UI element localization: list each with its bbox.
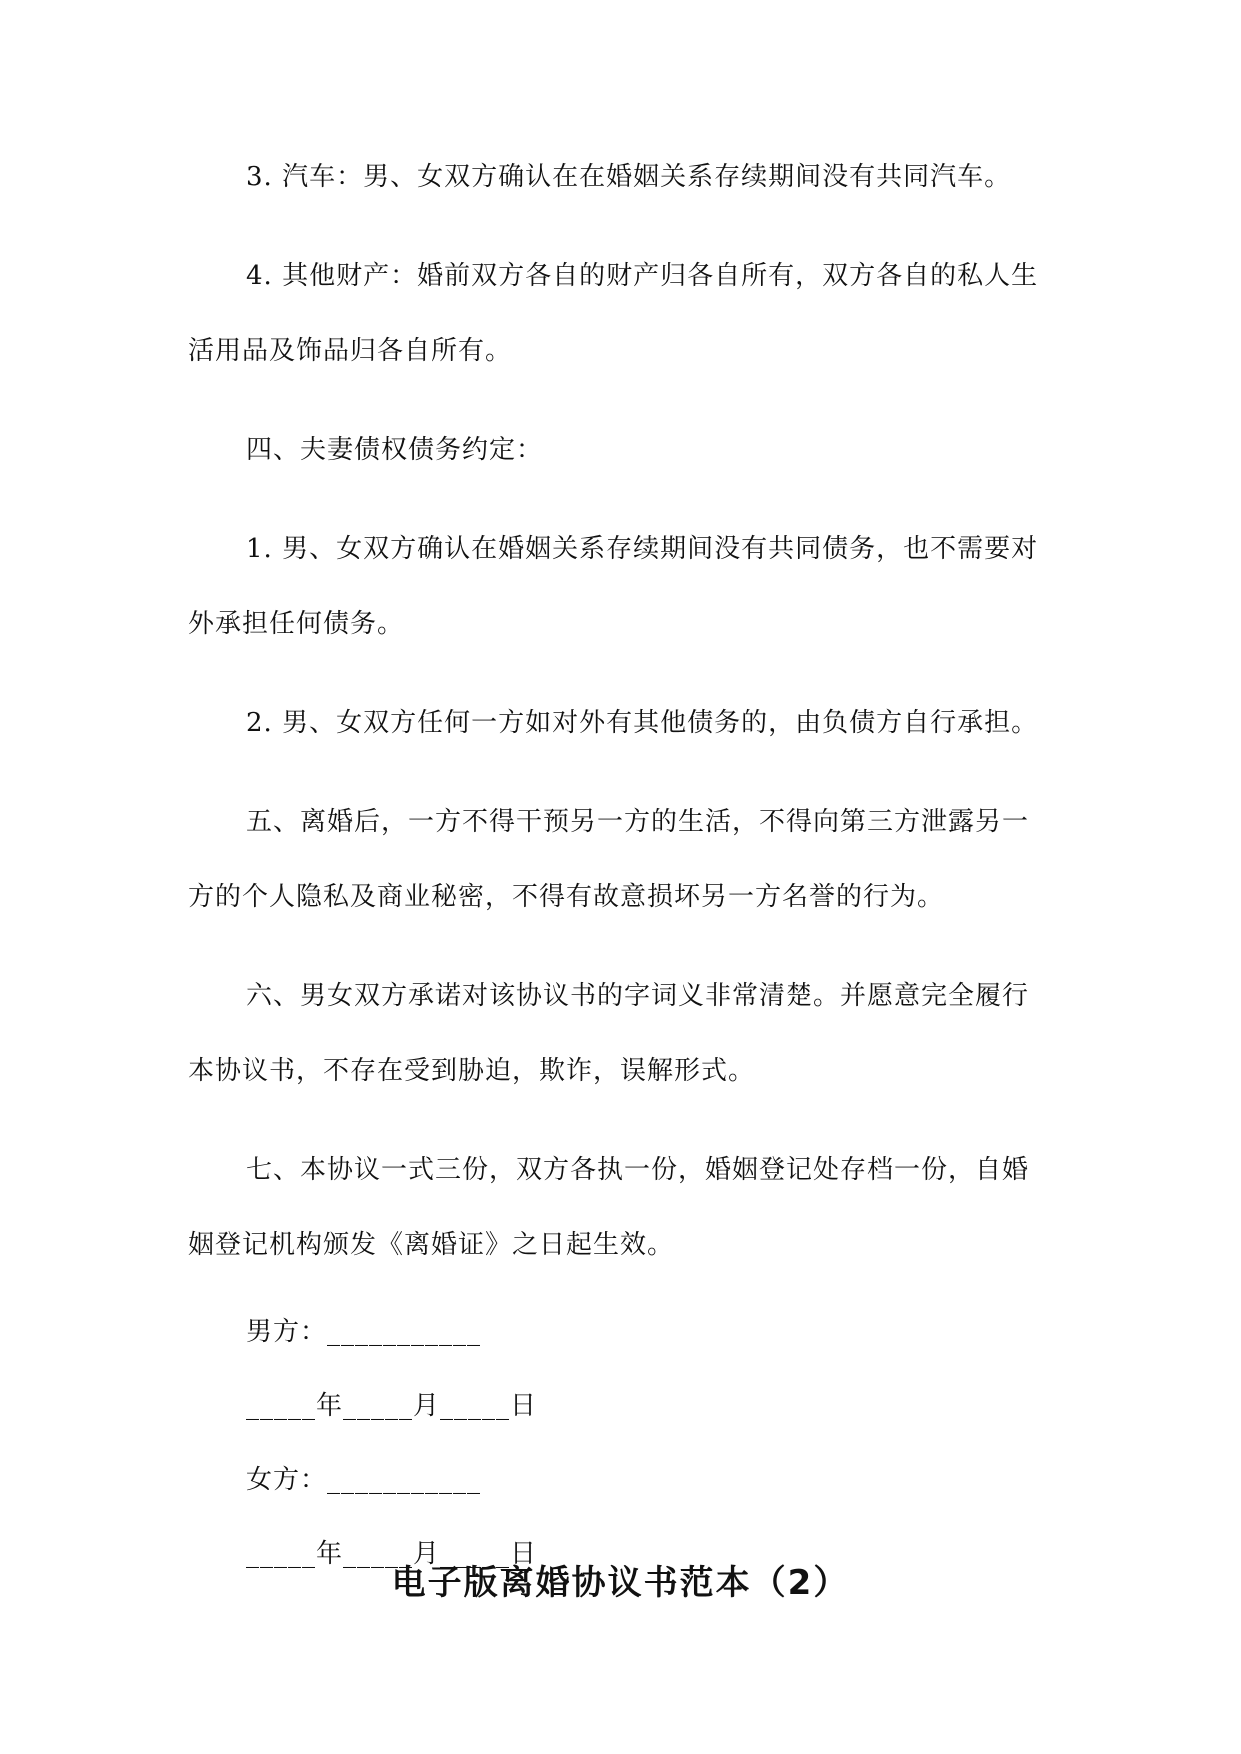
section-heading-debt: 四、夫妻债权债务约定：	[246, 435, 544, 465]
male-signature-line: 男方：___________	[246, 1317, 482, 1347]
paragraph-car: 3. 汽车：男、女双方确认在在婚姻关系存续期间没有共同汽车。	[246, 162, 1012, 192]
paragraph-debt-1: 1. 男、女双方确认在婚姻关系存续期间没有共同债务，也不需要对外承担任何债务。	[188, 534, 1039, 639]
male-date-line: _____年_____月_____日	[246, 1391, 538, 1421]
female-date-line: _____年_____月_____日	[246, 1539, 538, 1569]
document-body	[188, 140, 1050, 1603]
paragraph-other-property: 4. 其他财产：婚前双方各自的财产归各自所有，双方各自的私人生活用品及饰品归各自所有。	[188, 261, 1039, 366]
paragraph-section-6: 六、男女双方承诺对该协议书的字词义非常清楚。并愿意完全履行本协议书，不存在受到胁迫，欺诈，误解形式。	[188, 981, 1030, 1086]
female-signature-line: 女方：___________	[246, 1465, 482, 1495]
paragraph-section-5: 五、离婚后，一方不得干预另一方的生活，不得向第三方泄露另一方的个人隐私及商业秘密，不得有故意损坏另一方名誉的行为。	[188, 807, 1030, 912]
next-document-title: 电子版离婚协议书范本（2）	[391, 1563, 850, 1603]
paragraph-section-7: 七、本协议一式三份，双方各执一份，婚姻登记处存档一份，自婚姻登记机构颁发《离婚证》之日起生效。	[188, 1155, 1030, 1260]
paragraph-debt-2: 2. 男、女双方任何一方如对外有其他债务的，由负债方自行承担。	[246, 708, 1039, 738]
